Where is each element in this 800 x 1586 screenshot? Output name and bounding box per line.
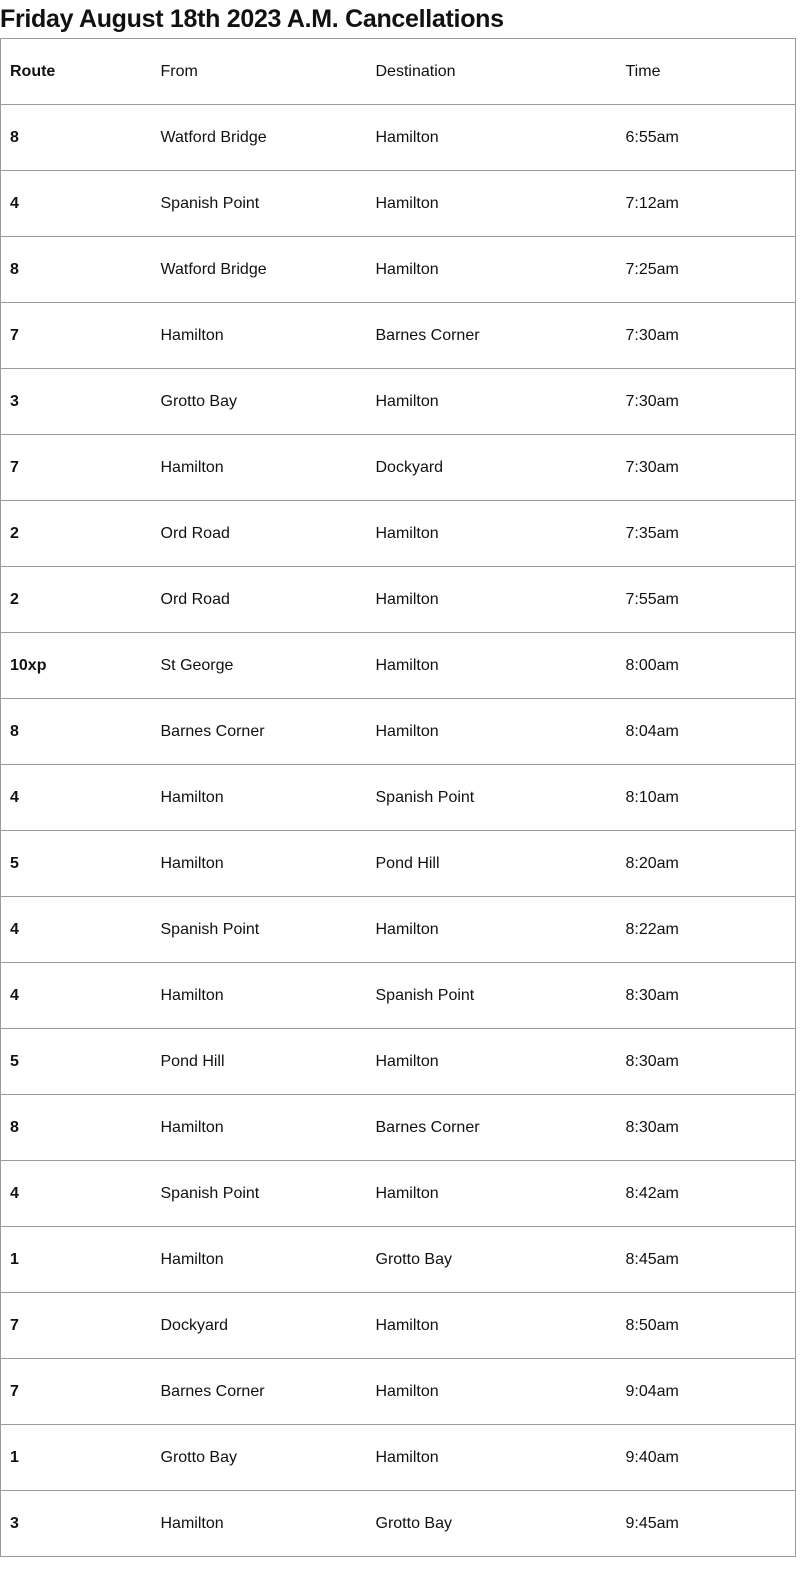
- cell-time: 8:22am: [617, 897, 796, 963]
- cell-destination: Barnes Corner: [367, 1095, 617, 1161]
- cell-destination: Hamilton: [367, 633, 617, 699]
- cell-route: 3: [1, 369, 152, 435]
- cell-from: Spanish Point: [152, 897, 367, 963]
- table-row: [1, 699, 796, 765]
- table-header: [1, 39, 796, 105]
- table-row: [1, 567, 796, 633]
- cell-from: Ord Road: [152, 567, 367, 633]
- cell-from: Hamilton: [152, 963, 367, 1029]
- cell-destination: Barnes Corner: [367, 303, 617, 369]
- cell-time: 8:20am: [617, 831, 796, 897]
- table-row: [1, 303, 796, 369]
- cell-route: 8: [1, 1095, 152, 1161]
- cell-route: 7: [1, 435, 152, 501]
- table-row: [1, 105, 796, 171]
- cell-destination: Dockyard: [367, 435, 617, 501]
- cell-destination: Hamilton: [367, 699, 617, 765]
- cell-time: 8:00am: [617, 633, 796, 699]
- table-row: [1, 171, 796, 237]
- cell-destination: Hamilton: [367, 105, 617, 171]
- cell-from: Hamilton: [152, 1095, 367, 1161]
- cell-time: 7:30am: [617, 303, 796, 369]
- cell-route: 4: [1, 171, 152, 237]
- column-header-from: From: [152, 39, 367, 105]
- table-row: [1, 1227, 796, 1293]
- cell-time: 8:30am: [617, 1029, 796, 1095]
- cell-time: 9:45am: [617, 1491, 796, 1557]
- table-body: [1, 105, 796, 1557]
- cell-destination: Hamilton: [367, 1359, 617, 1425]
- header-row: [1, 39, 796, 105]
- cell-from: Pond Hill: [152, 1029, 367, 1095]
- table-row: [1, 369, 796, 435]
- column-header-destination: Destination: [367, 39, 617, 105]
- cell-destination: Pond Hill: [367, 831, 617, 897]
- cell-destination: Hamilton: [367, 1029, 617, 1095]
- cell-route: 4: [1, 1161, 152, 1227]
- cell-time: 7:25am: [617, 237, 796, 303]
- table-row: [1, 237, 796, 303]
- table-row: [1, 1161, 796, 1227]
- table-row: [1, 765, 796, 831]
- cell-destination: Hamilton: [367, 897, 617, 963]
- column-header-time: Time: [617, 39, 796, 105]
- table-row: [1, 501, 796, 567]
- cell-route: 7: [1, 1359, 152, 1425]
- table-row: [1, 1491, 796, 1557]
- cell-route: 1: [1, 1227, 152, 1293]
- table-row: [1, 897, 796, 963]
- cell-route: 4: [1, 963, 152, 1029]
- cell-destination: Grotto Bay: [367, 1227, 617, 1293]
- cell-time: 8:10am: [617, 765, 796, 831]
- cell-from: Dockyard: [152, 1293, 367, 1359]
- cell-destination: Hamilton: [367, 567, 617, 633]
- cell-route: 4: [1, 897, 152, 963]
- cell-route: 1: [1, 1425, 152, 1491]
- cell-from: Spanish Point: [152, 171, 367, 237]
- cell-from: Hamilton: [152, 765, 367, 831]
- cell-from: Watford Bridge: [152, 105, 367, 171]
- cancellations-table: [0, 38, 796, 1557]
- cell-from: Barnes Corner: [152, 1359, 367, 1425]
- cell-route: 7: [1, 303, 152, 369]
- cell-from: Grotto Bay: [152, 369, 367, 435]
- cell-from: Ord Road: [152, 501, 367, 567]
- cell-route: 10xp: [1, 633, 152, 699]
- table-row: [1, 435, 796, 501]
- table-row: [1, 1095, 796, 1161]
- table-row: [1, 1293, 796, 1359]
- cell-route: 5: [1, 1029, 152, 1095]
- table-row: [1, 633, 796, 699]
- cell-from: Hamilton: [152, 831, 367, 897]
- cell-from: Barnes Corner: [152, 699, 367, 765]
- column-header-route: Route: [1, 39, 152, 105]
- cell-from: St George: [152, 633, 367, 699]
- table-row: [1, 1359, 796, 1425]
- cell-route: 2: [1, 567, 152, 633]
- page-title: Friday August 18th 2023 A.M. Cancellations: [0, 5, 504, 33]
- cell-destination: Hamilton: [367, 171, 617, 237]
- cell-destination: Hamilton: [367, 1161, 617, 1227]
- cell-time: 7:30am: [617, 369, 796, 435]
- cell-time: 7:30am: [617, 435, 796, 501]
- cell-route: 8: [1, 699, 152, 765]
- cell-route: 8: [1, 237, 152, 303]
- cell-destination: Hamilton: [367, 501, 617, 567]
- cell-from: Spanish Point: [152, 1161, 367, 1227]
- cell-time: 8:30am: [617, 963, 796, 1029]
- cell-from: Hamilton: [152, 303, 367, 369]
- cell-time: 8:50am: [617, 1293, 796, 1359]
- cell-time: 7:12am: [617, 171, 796, 237]
- table-row: [1, 831, 796, 897]
- cell-destination: Hamilton: [367, 1293, 617, 1359]
- table-row: [1, 1029, 796, 1095]
- cell-route: 3: [1, 1491, 152, 1557]
- cell-time: 8:30am: [617, 1095, 796, 1161]
- cell-destination: Hamilton: [367, 1425, 617, 1491]
- cell-time: 6:55am: [617, 105, 796, 171]
- cell-from: Hamilton: [152, 1491, 367, 1557]
- cell-time: 7:55am: [617, 567, 796, 633]
- cell-time: 8:45am: [617, 1227, 796, 1293]
- cell-from: Watford Bridge: [152, 237, 367, 303]
- cell-from: Hamilton: [152, 1227, 367, 1293]
- cell-route: 2: [1, 501, 152, 567]
- cell-from: Hamilton: [152, 435, 367, 501]
- table-row: [1, 963, 796, 1029]
- table-row: [1, 1425, 796, 1491]
- cell-route: 4: [1, 765, 152, 831]
- cell-time: 8:04am: [617, 699, 796, 765]
- cell-route: 7: [1, 1293, 152, 1359]
- cell-route: 5: [1, 831, 152, 897]
- cell-destination: Spanish Point: [367, 765, 617, 831]
- cell-destination: Spanish Point: [367, 963, 617, 1029]
- cell-destination: Grotto Bay: [367, 1491, 617, 1557]
- cell-route: 8: [1, 105, 152, 171]
- cell-time: 7:35am: [617, 501, 796, 567]
- cell-destination: Hamilton: [367, 237, 617, 303]
- cell-destination: Hamilton: [367, 369, 617, 435]
- cell-time: 8:42am: [617, 1161, 796, 1227]
- cell-from: Grotto Bay: [152, 1425, 367, 1491]
- cell-time: 9:40am: [617, 1425, 796, 1491]
- cell-time: 9:04am: [617, 1359, 796, 1425]
